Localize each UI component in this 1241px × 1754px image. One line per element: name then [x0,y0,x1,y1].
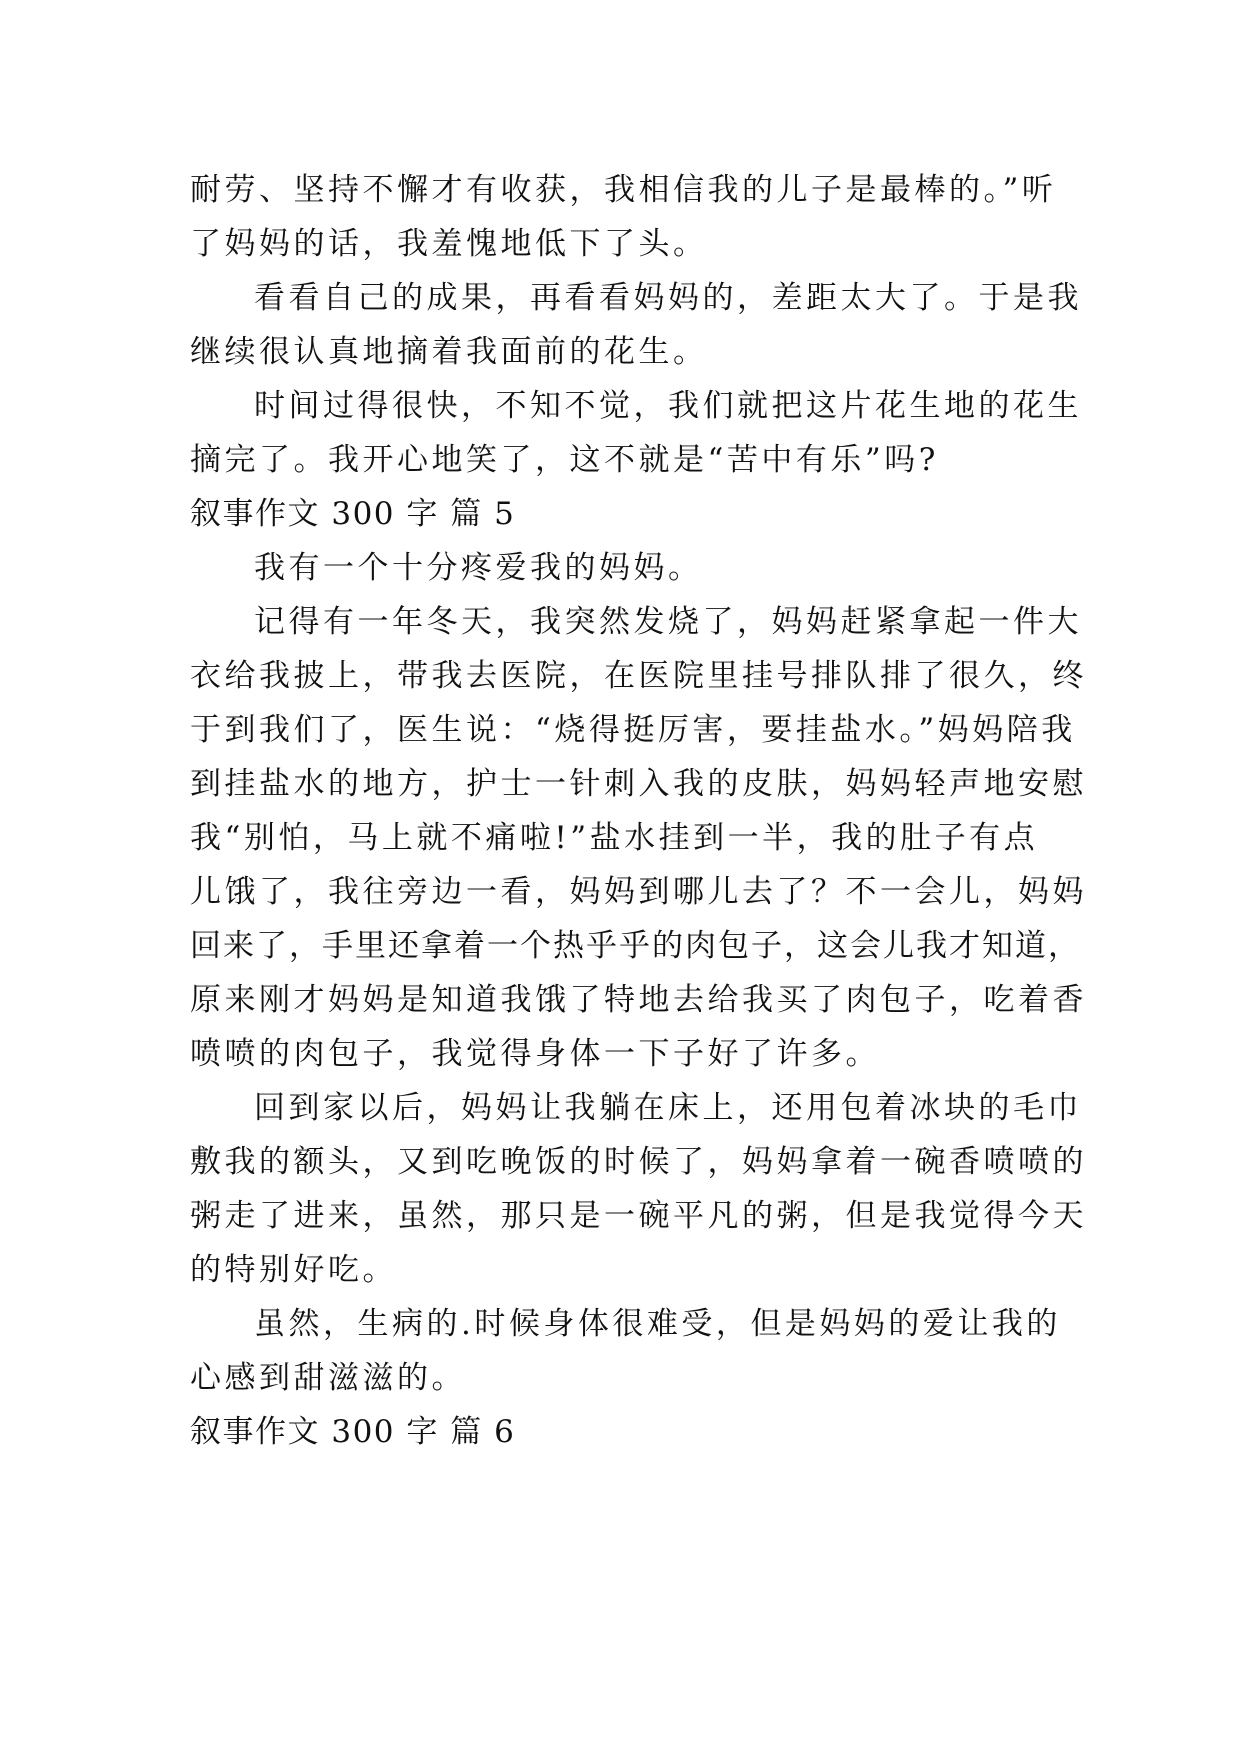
text-line: 心感到甜滋滋的。 [190,1360,466,1396]
paragraph-start-line: 回到家以后，妈妈让我躺在床上，还用包着冰块的毛巾 [254,1090,1082,1126]
text-line: 的特别好吃。 [190,1252,397,1288]
paragraph-start-line: 虽然，生病的.时候身体很难受，但是妈妈的爱让我的 [254,1306,1061,1342]
section-heading: 叙事作文 300 字 篇 6 [190,1414,516,1450]
text-line: 摘完了。我开心地笑了，这不就是“苦中有乐”吗? [190,442,939,478]
text-line: 了妈妈的话，我羞愧地低下了头。 [190,226,708,262]
text-line: 于到我们了，医生说：“烧得挺厉害，要挂盐水。”妈妈陪我 [190,712,1076,748]
text-line: 衣给我披上，带我去医院，在医院里挂号排队排了很久，终 [190,658,1087,694]
text-line: 原来刚才妈妈是知道我饿了特地去给我买了肉包子，吃着香 [190,982,1087,1018]
text-line: 我“别怕，马上就不痛啦!”盐水挂到一半，我的肚子有点 [190,820,1039,856]
text-line: 儿饿了，我往旁边一看，妈妈到哪儿去了？不一会儿，妈妈 [190,874,1087,910]
paragraph-start-line: 时间过得很快，不知不觉，我们就把这片花生地的花生 [254,388,1082,424]
text-line: 回来了，手里还拿着一个热乎乎的肉包子，这会儿我才知道， [190,928,1081,964]
text-line: 耐劳、坚持不懈才有收获，我相信我的儿子是最棒的。”听 [190,172,1057,208]
text-line: 喷喷的肉包子，我觉得身体一下子好了许多。 [190,1036,880,1072]
paragraph-start-line: 记得有一年冬天，我突然发烧了，妈妈赶紧拿起一件大 [254,604,1082,640]
text-line: 到挂盐水的地方，护士一针刺入我的皮肤，妈妈轻声地安慰 [190,766,1087,802]
text-line: 粥走了进来，虽然，那只是一碗平凡的粥，但是我觉得今天 [190,1198,1087,1234]
paragraph-start-line: 看看自己的成果，再看看妈妈的，差距太大了。于是我 [254,280,1082,316]
section-heading: 叙事作文 300 字 篇 5 [190,496,516,532]
text-line: 敷我的额头，又到吃晚饭的时候了，妈妈拿着一碗香喷喷的 [190,1144,1087,1180]
document-body [190,163,1087,1459]
paragraph-start-line: 我有一个十分疼爱我的妈妈。 [254,550,703,586]
text-line: 继续很认真地摘着我面前的花生。 [190,334,708,370]
